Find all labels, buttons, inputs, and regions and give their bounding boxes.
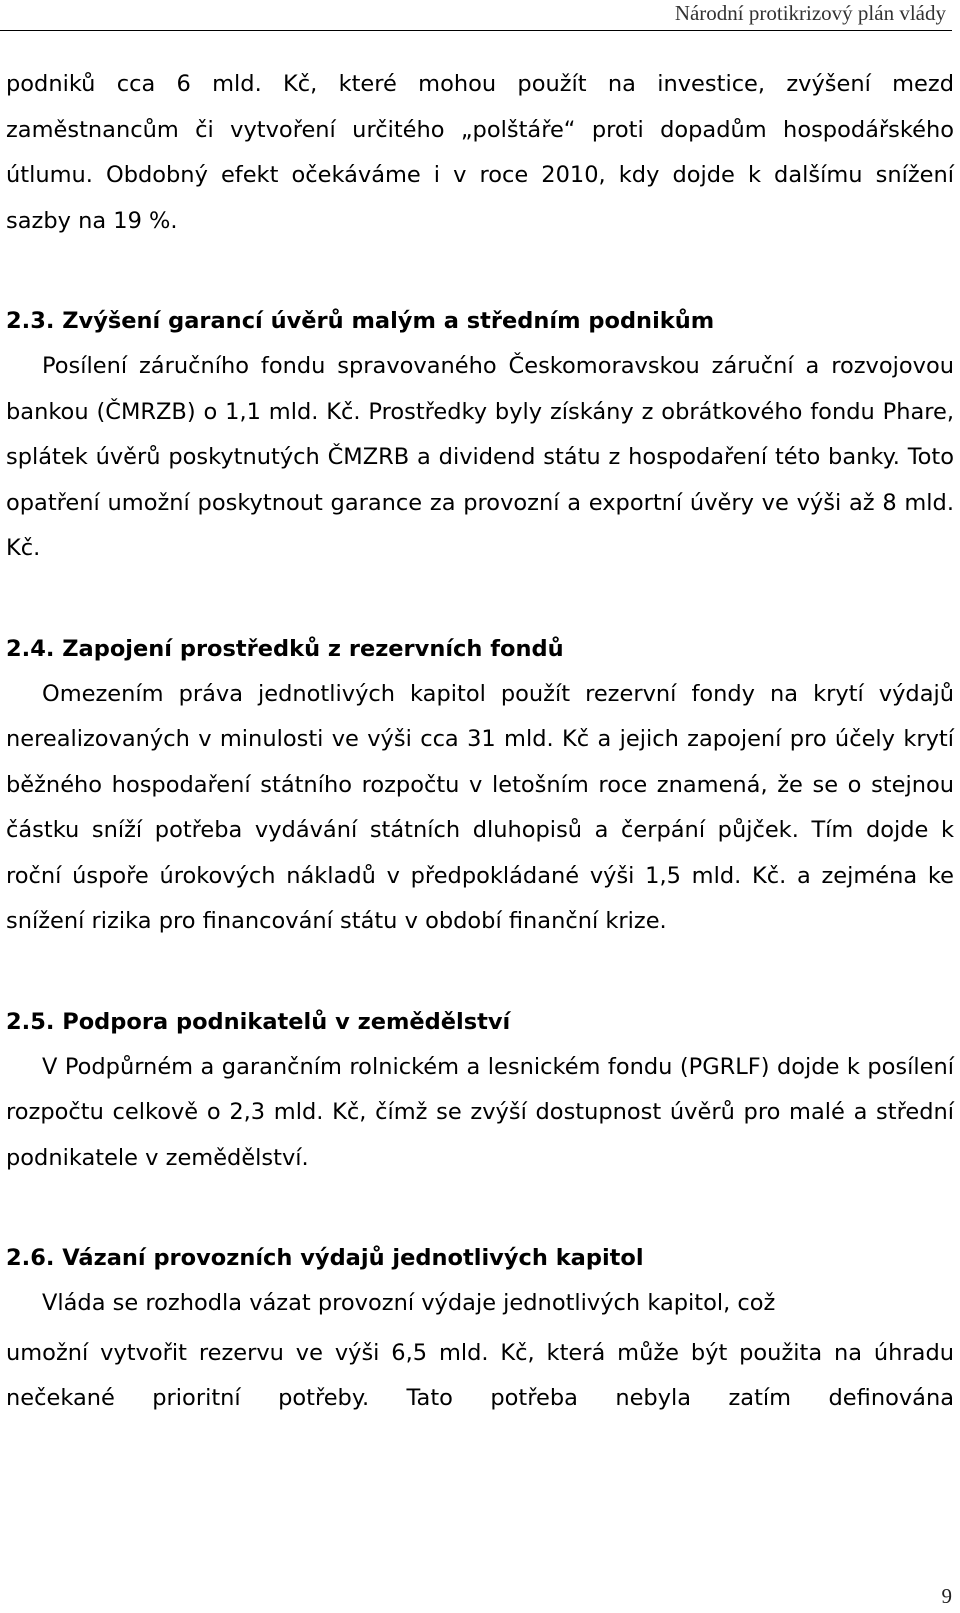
document-title: Národní protikrizový plán vlády — [674, 1, 946, 25]
intro-paragraph: podniků cca 6 mld. Kč, které mohou použít na investice, zvýšení mezd zaměstnancům či vytvoření určitého „polštáře“ proti dopadům hospodářského útlumu. Obdobný efekt očekáváme i v roce 2010, kdy dojde k dalšímu snížení sazby na 19 %. — [6, 71, 954, 234]
section-heading-2-5: 2.5. Podpora podnikatelů v zemědělství — [6, 1008, 511, 1035]
section-body-2-4: Omezením práva jednotlivých kapitol použít rezervní fondy na krytí výdajů nerealizovaných v minulosti ve výši cca 31 mld. Kč a jejich zapojení pro účely krytí běžného hospodaření státního rozpočtu v letošním roce znamená, že se o stejnou částku sníží potřeba vydávání státních dluhopisů a čerpání půjček. Tím dojde k roční úspoře úrokových nákladů v předpokládané výši 1,5 mld. Kč. a zejména ke snížení rizika pro financování státu v období finanční krize. — [6, 680, 954, 934]
section-body-2-6-line1: Vláda se rozhodla vázat provozní výdaje jednotlivých kapitol, což — [42, 1290, 776, 1316]
page-number: 9 — [941, 1584, 952, 1608]
section-heading-2-4: 2.4. Zapojení prostředků z rezervních fondů — [6, 635, 564, 662]
document-body — [6, 62, 954, 1422]
section-body-2-3: Posílení záručního fondu spravovaného Českomoravskou záruční a rozvojovou bankou (ČMRZB) o 1,1 mld. Kč. Prostředky byly získány z obrátkového fondu Phare, splátek úvěrů poskytnutých ČMZRB a dividend státu z hospodaření této banky. Toto opatření umožní poskytnout garance za provozní a exportní úvěry ve výši až 8 mld. Kč. — [6, 353, 954, 561]
section-heading-2-6: 2.6. Vázaní provozních výdajů jednotlivých kapitol — [6, 1245, 644, 1271]
section-body-2-6-rest: umožní vytvořit rezervu ve výši 6,5 mld. Kč, která může být použita na úhradu nečekané prioritní potřeby. Tato potřeba nebyla zatím definována — [6, 1339, 954, 1411]
page-header — [0, 0, 952, 31]
section-heading-2-3: 2.3. Zvýšení garancí úvěrů malým a středním podnikům — [6, 308, 715, 334]
section-body-2-5: V Podpůrném a garančním rolnickém a lesnickém fondu (PGRLF) dojde k posílení rozpočtu celkově o 2,3 mld. Kč, čímž se zvýší dostupnost úvěrů pro malé a střední podnikatele v zemědělství. — [6, 1053, 954, 1171]
